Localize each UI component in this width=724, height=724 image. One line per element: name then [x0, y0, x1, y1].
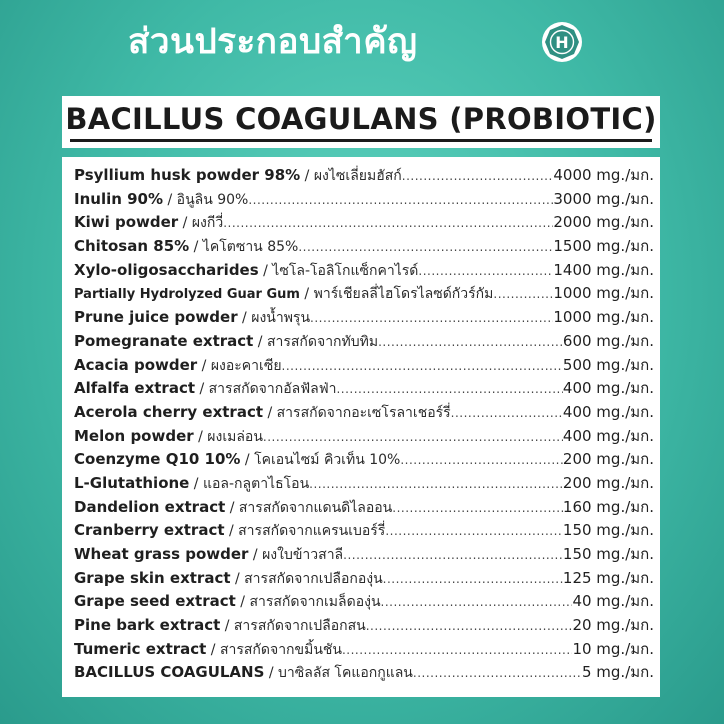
ingredient-row — [74, 234, 654, 258]
ingredient-name-en: Xylo-oligosaccharides — [74, 260, 259, 279]
separator: / — [224, 523, 239, 540]
ingredient-name-en: Partially Hydrolyzed Guar Gum — [74, 287, 300, 303]
ingredient-name-th: ผงอะคาเซีย — [210, 357, 282, 374]
separator: / — [197, 357, 211, 374]
ingredient-row — [74, 613, 654, 637]
separator: / — [263, 404, 277, 421]
dot-leader — [400, 453, 563, 467]
ingredient-name-th: สารสกัดจากขมิ้นชัน — [219, 641, 342, 658]
separator: / — [206, 641, 220, 658]
ingredient-name-th: ผงเมล่อน — [207, 428, 263, 445]
ingredient-name-th: ผงกีวี่ — [191, 215, 224, 232]
ingredient-name-th: ผงน้ำพรุน — [251, 310, 311, 327]
ingredient-name-en: Alfalfa extract — [74, 379, 196, 398]
ingredient-amount: 1000 mg./มก. — [553, 284, 654, 303]
ingredient-name-th: ผงใบข้าวสาลี — [262, 547, 344, 563]
ingredient-amount: 150 mg./มก. — [562, 521, 654, 540]
dot-leader — [451, 406, 563, 420]
ingredient-name-th: ไซโล-โอลิโกแซ็กคาไรด์ — [272, 262, 419, 279]
dot-leader — [223, 216, 553, 230]
dot-leader — [263, 430, 563, 444]
ingredient-name-th: สารสกัดจากเมล็ดองุ่น — [249, 594, 381, 611]
separator: / — [163, 191, 177, 208]
dot-leader — [383, 572, 563, 586]
ingredient-amount: 3000 mg./มก. — [553, 189, 654, 208]
dot-leader — [366, 619, 573, 633]
ingredient-name-en: Dandelion extract — [74, 497, 226, 516]
ingredient-name-en: Acacia powder — [74, 355, 198, 374]
separator: / — [264, 665, 279, 682]
ingredient-name-th: ไคโตซาน 85% — [202, 239, 299, 256]
ingredient-name-en: Prune juice powder — [74, 308, 238, 327]
separator: / — [240, 452, 255, 469]
ingredient-name-en: Kiwi powder — [74, 213, 179, 232]
ingredient-name-en: Grape seed extract — [74, 592, 236, 611]
ingredient-amount: 1400 mg./มก. — [553, 260, 654, 279]
separator: / — [178, 215, 192, 232]
dot-leader — [418, 264, 553, 278]
ingredient-amount: 125 mg./มก. — [562, 568, 654, 587]
ingredient-name-en: Grape skin extract — [74, 568, 231, 587]
ingredient-row — [74, 589, 654, 613]
ingredient-name-th: สารสกัดจากเปลือกองุ่น — [244, 570, 383, 587]
ingredient-name-en: Melon powder — [74, 426, 194, 445]
ingredient-row — [74, 495, 654, 519]
ingredient-row — [74, 471, 654, 495]
ingredient-row — [74, 637, 654, 661]
ingredient-name-en: Cranberry extract — [74, 521, 225, 540]
ingredient-name-th: สารสกัดจากอะเซโรลาเชอร์รี่ — [276, 404, 451, 421]
ingredients-panel — [62, 157, 660, 697]
ingredient-name-en: L-Glutathione — [74, 473, 190, 492]
ingredient-amount: 20 mg./มก. — [572, 616, 654, 635]
ingredient-name-th: อินูลิน 90% — [176, 191, 249, 208]
ingredient-name-th: สารสกัดจากแครนเบอร์รี่ — [238, 523, 386, 540]
dot-leader — [493, 287, 553, 301]
dot-leader — [413, 666, 582, 680]
ingredient-amount: 40 mg./มก. — [572, 592, 654, 611]
ingredient-name-th: สารสกัดจากเปลือกสน — [233, 618, 366, 635]
dot-leader — [248, 193, 553, 207]
ingredient-name-en: Pomegranate extract — [74, 331, 254, 350]
ingredient-name-th: สารสกัดจากทับทิม — [266, 333, 379, 350]
ingredient-name-en: Coenzyme Q10 10% — [74, 450, 241, 469]
ingredient-amount: 160 mg./มก. — [562, 497, 654, 516]
brand-logo-icon — [541, 21, 583, 63]
title-underline — [70, 139, 652, 142]
ingredient-row — [74, 281, 654, 305]
dot-leader — [310, 311, 553, 325]
separator: / — [248, 547, 263, 563]
separator: / — [189, 475, 203, 492]
dot-leader — [381, 595, 573, 609]
ingredient-name-en: Inulin 90% — [74, 189, 164, 208]
separator: / — [220, 618, 234, 635]
separator: / — [258, 262, 273, 279]
ingredient-amount: 150 mg./มก. — [562, 545, 654, 563]
ingredient-amount: 400 mg./มก. — [562, 379, 654, 398]
ingredient-name-en: Wheat grass powder — [74, 545, 249, 563]
ingredient-name-en: Psyllium husk powder 98% — [74, 166, 301, 184]
ingredient-name-th: ผงไซเลี่ยมฮัสก์ — [313, 168, 402, 184]
product-title: BACILLUS COAGULANS (PROBIOTIC) — [65, 102, 657, 136]
ingredient-name-th: บาซิลลัส โคแอกกูแลน — [278, 665, 413, 682]
separator: / — [193, 428, 208, 445]
ingredient-name-th: สารสกัดจากอัลฟัลฟ่า — [208, 381, 337, 398]
separator: / — [299, 286, 314, 303]
separator: / — [195, 381, 209, 398]
dot-leader — [402, 169, 554, 183]
dot-leader — [342, 643, 572, 657]
dot-leader — [336, 382, 562, 396]
ingredient-amount: 5 mg./มก. — [581, 663, 654, 682]
dot-leader — [343, 548, 563, 562]
ingredient-name-th: โคเอนไซม์ คิวเท็น 10% — [254, 452, 401, 469]
ingredient-row — [74, 187, 654, 211]
ingredient-name-en: Pine bark extract — [74, 616, 221, 635]
separator: / — [225, 499, 239, 516]
ingredient-row — [74, 660, 654, 684]
dot-leader — [309, 477, 563, 491]
ingredient-amount: 400 mg./มก. — [562, 426, 654, 445]
separator: / — [230, 570, 245, 587]
ingredients-list — [74, 163, 654, 684]
ingredient-amount: 2000 mg./มก. — [553, 213, 654, 232]
ingredient-amount: 200 mg./มก. — [562, 473, 654, 492]
ingredient-row — [74, 329, 654, 353]
separator: / — [253, 333, 267, 350]
ingredient-amount: 500 mg./มก. — [562, 355, 654, 374]
ingredient-name-en: Tumeric extract — [74, 639, 207, 658]
ingredient-row — [74, 518, 654, 542]
ingredient-row — [74, 258, 654, 282]
ingredient-name-th: พาร์เชียลลี่ไฮโดรไลซด์กัวร์กัม — [313, 286, 494, 303]
ingredient-row — [74, 376, 654, 400]
dot-leader — [298, 240, 553, 254]
ingredient-amount: 600 mg./มก. — [562, 331, 654, 350]
ingredient-amount: 1000 mg./มก. — [553, 308, 654, 327]
page-title: ส่วนประกอบสำคัญ — [128, 22, 418, 62]
ingredient-amount: 1500 mg./มก. — [553, 237, 654, 256]
dot-leader — [385, 524, 563, 538]
ingredient-row — [74, 447, 654, 471]
ingredient-row — [74, 353, 654, 377]
ingredient-name-th: แอล-กลูตาไธโอน — [202, 475, 310, 492]
ingredient-row — [74, 305, 654, 329]
dot-leader — [282, 359, 563, 373]
ingredient-amount: 4000 mg./มก. — [553, 166, 654, 184]
ingredient-row — [74, 566, 654, 590]
ingredient-name-en: BACILLUS COAGULANS — [74, 663, 265, 682]
ingredient-row — [74, 163, 654, 187]
ingredient-row — [74, 210, 654, 234]
ingredient-row — [74, 400, 654, 424]
ingredient-name-en: Chitosan 85% — [74, 237, 190, 256]
ingredient-amount: 400 mg./มก. — [562, 402, 654, 421]
ingredient-amount: 10 mg./มก. — [572, 639, 654, 658]
separator: / — [189, 239, 203, 256]
logo-letter: H — [555, 33, 569, 52]
separator: / — [300, 168, 314, 184]
separator: / — [237, 310, 252, 327]
ingredient-amount: 200 mg./มก. — [562, 450, 654, 469]
ingredient-row — [74, 542, 654, 566]
ingredient-name-en: Acerola cherry extract — [74, 402, 264, 421]
ingredient-name-th: สารสกัดจากแดนดิไลออน — [238, 499, 393, 516]
dot-leader — [392, 501, 563, 515]
dot-leader — [378, 335, 563, 349]
ingredient-row — [74, 424, 654, 448]
separator: / — [235, 594, 250, 611]
